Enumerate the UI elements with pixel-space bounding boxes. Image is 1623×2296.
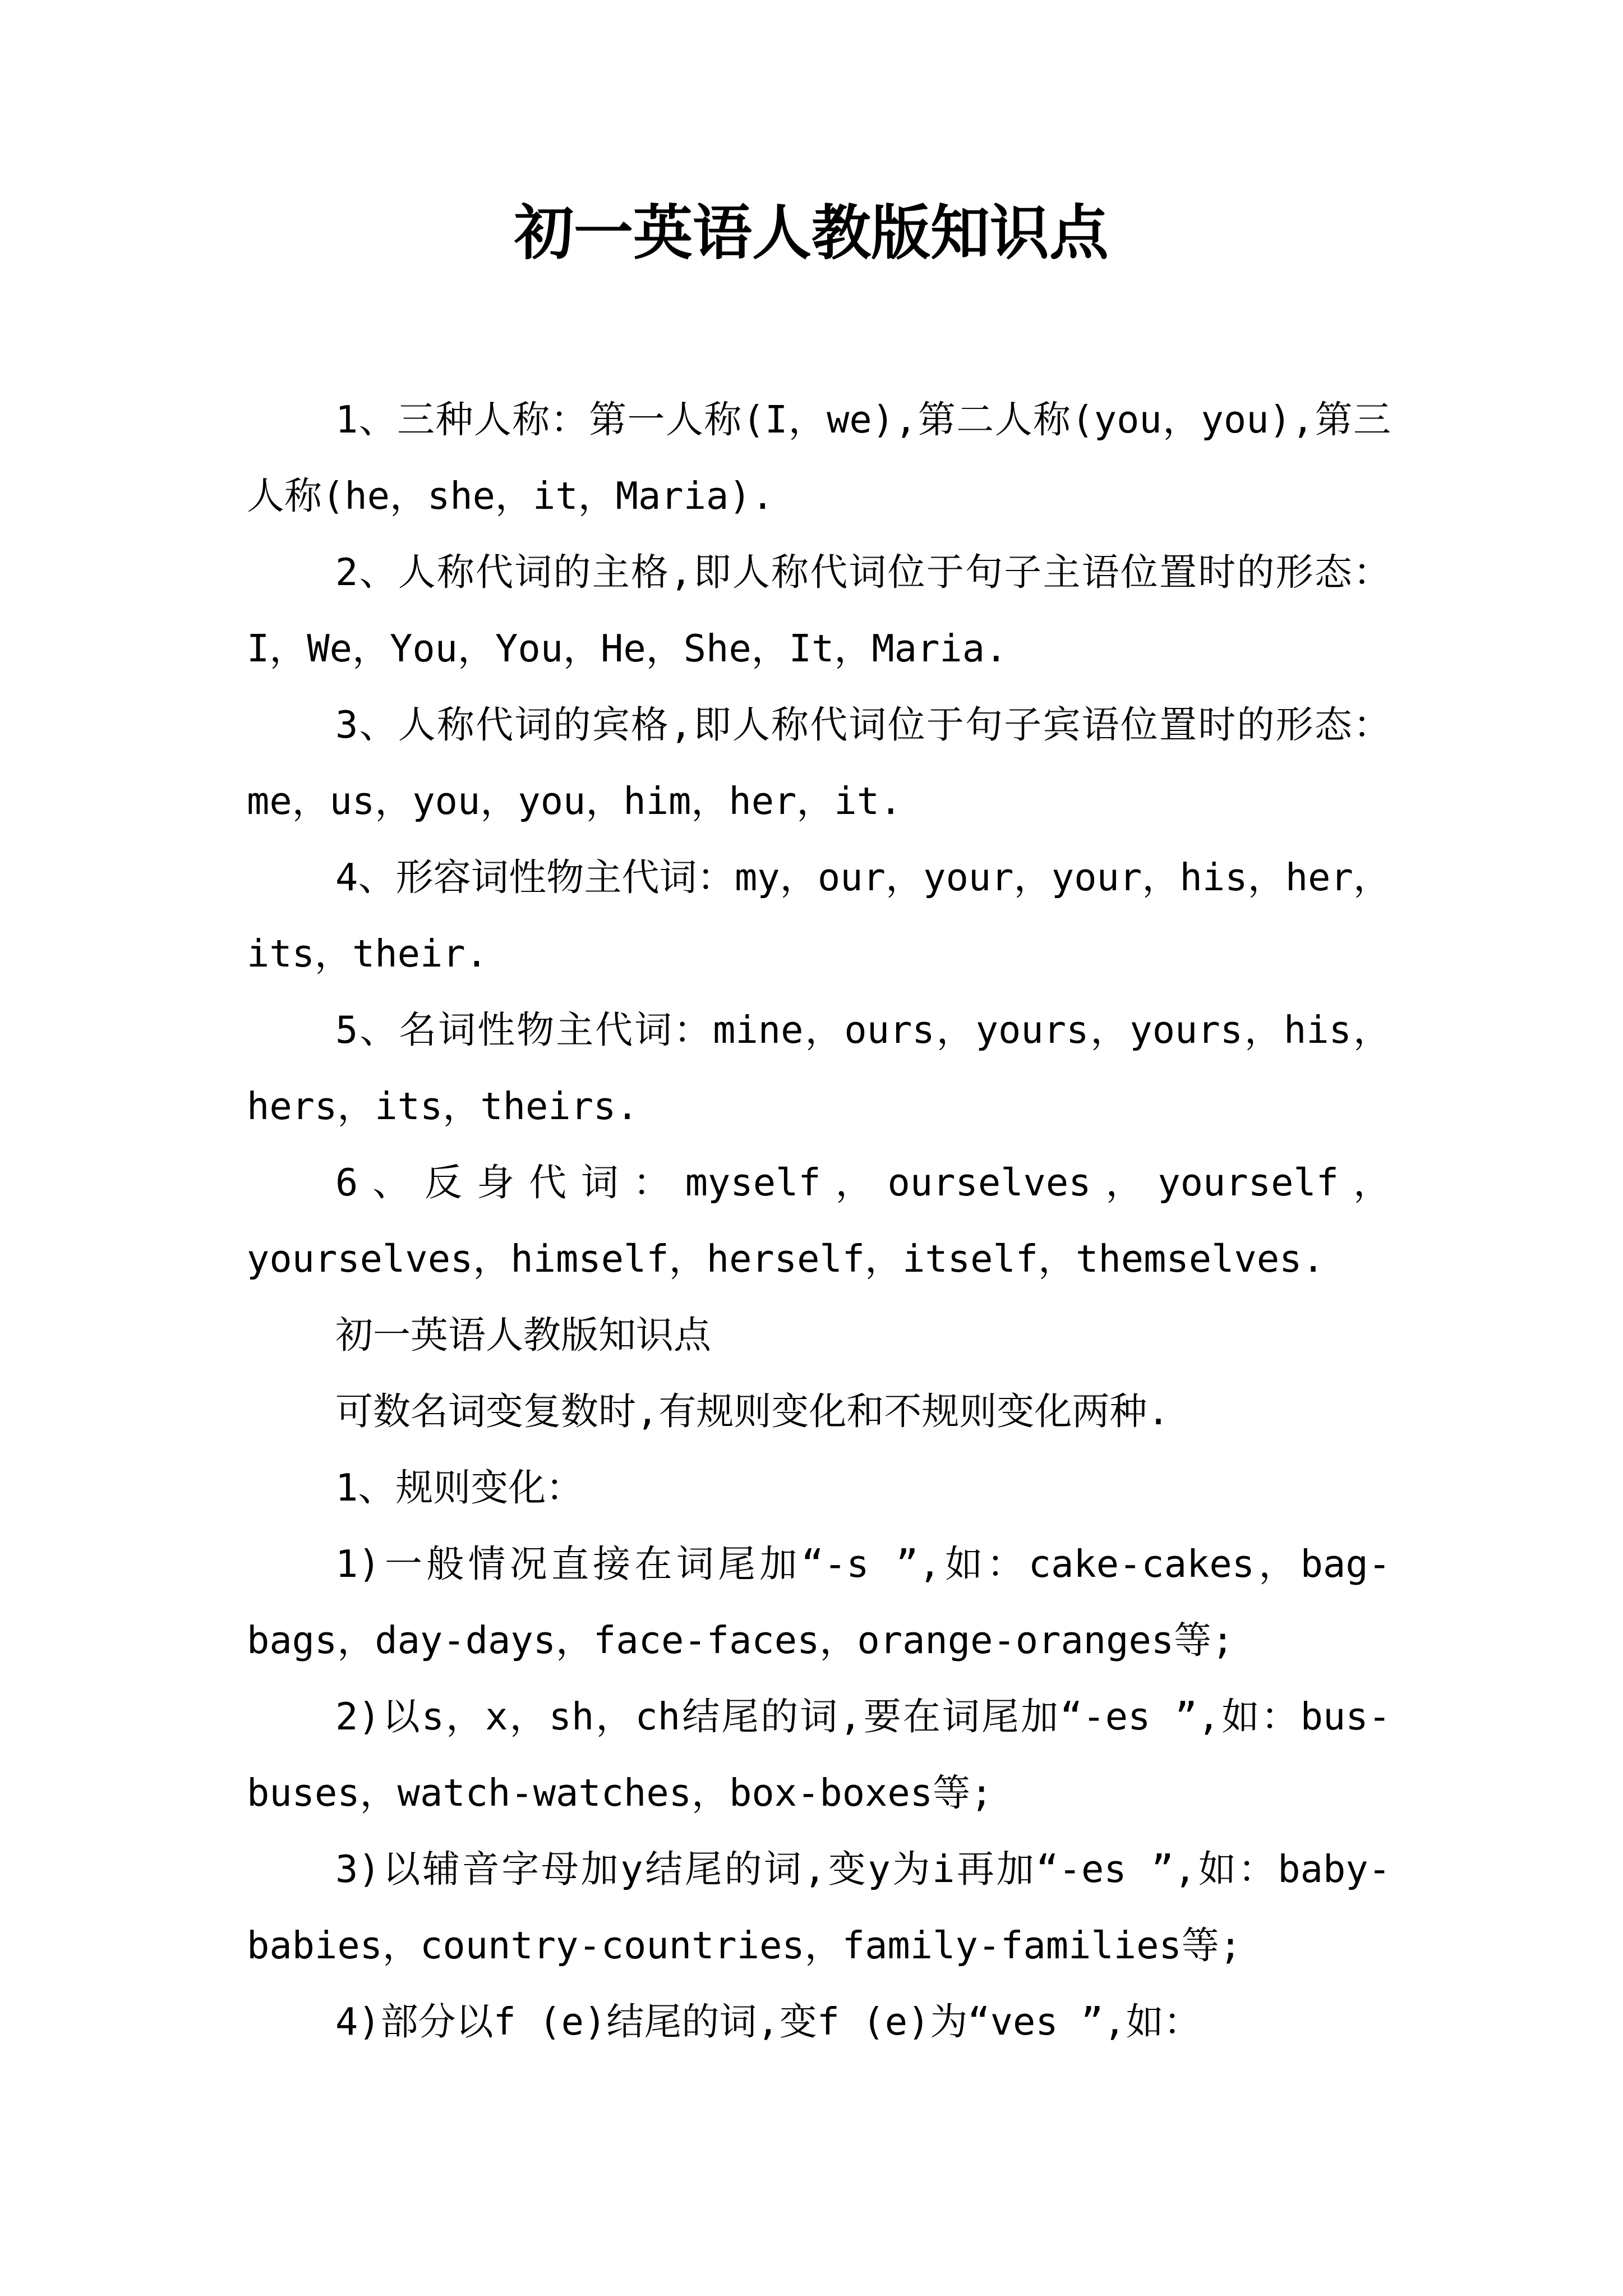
- paragraph-rule-1: 1)一般情况直接在词尾加“-s ”,如：cake-cakes，bag-bags，day-days，face-faces，orange-oranges等;: [247, 1542, 1391, 1662]
- section-heading: 初一英语人教版知识点: [335, 1313, 711, 1357]
- document-body: [247, 381, 1391, 2060]
- paragraph-rule-4: 4)部分以f (e)结尾的词,变f (e)为“ves ”,如：: [335, 2000, 1201, 2044]
- paragraph-nominative: 2、人称代词的主格,即人称代词位于句子主语位置时的形态：I，We，You，You，He，She，It，Maria.: [247, 550, 1391, 670]
- paragraph-plural-intro: 可数名词变复数时,有规则变化和不规则变化两种.: [335, 1389, 1170, 1433]
- paragraph-noun-possessive: 5、名词性物主代词：mine，ours，yours，yours，his，hers，its，theirs.: [247, 1008, 1391, 1128]
- paragraph-regular-heading: 1、规则变化：: [335, 1466, 584, 1510]
- paragraph-person: 1、三种人称：第一人称(I，we),第二人称(you，you),第三人称(he，she，it，Maria).: [247, 398, 1391, 518]
- paragraph-rule-2: 2)以s，x，sh，ch结尾的词,要在词尾加“-es ”,如：bus-buses，watch-watches，box-boxes等;: [247, 1695, 1391, 1815]
- page-title: 初一英语人教版知识点: [514, 197, 1109, 268]
- paragraph-rule-3: 3)以辅音字母加y结尾的词,变y为i再加“-es ”,如：baby-babies，country-countries，family-families等;: [247, 1847, 1391, 1967]
- paragraph-reflexive: 6、反身代词：myself，ourselves，yourself，yourselves，himself，herself，itself，themselves.: [247, 1161, 1391, 1281]
- paragraph-adjective-possessive: 4、形容词性物主代词：my，our，your，your，his，her，its，their.: [247, 855, 1391, 976]
- paragraph-objective: 3、人称代词的宾格,即人称代词位于句子宾语位置时的形态：me，us，you，you，him，her，it.: [247, 703, 1391, 823]
